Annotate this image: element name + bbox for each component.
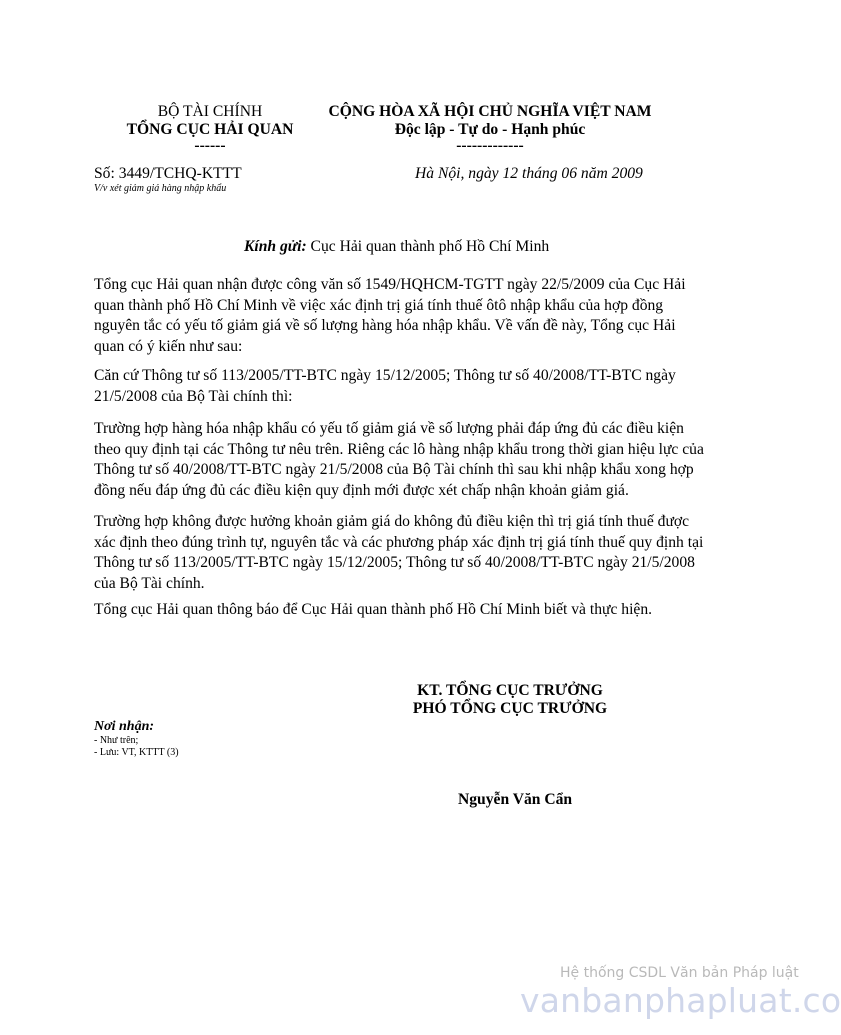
recipients-title: Nơi nhận:: [94, 719, 155, 734]
recipient-line: [244, 237, 549, 258]
recipient-item: - Lưu: VT, KTTT (3): [94, 747, 179, 758]
paragraph-discount-conditions: Trường hợp hàng hóa nhập khẩu có yếu tố giảm giá về số lượng phải đáp ứng đủ các điều kiện theo quy định tại các Thông tư nêu trên. Riêng các lô hàng nhập khẩu trong thời gian hiệu lực của Thông tư số 40/2008/TT-BTC ngày 21/5/2008 của Bộ Tài chính thì sau khi nhập khẩu xong hợp đồng nếu đáp ứng đủ các điều kiện quy định mới được xét chấp nhận khoản giảm giá.: [94, 420, 704, 499]
signature-line-1: KT. TỔNG CỤC TRƯỞNG: [417, 682, 603, 699]
doc-number: Số: 3449/TCHQ-KTTT: [94, 165, 242, 182]
ministry-name: BỘ TÀI CHÍNH: [157, 103, 263, 120]
signer-name: Nguyễn Văn Cẩn: [458, 791, 573, 808]
motto-divider: -------------: [456, 137, 524, 154]
national-motto: Độc lập - Tự do - Hạnh phúc: [394, 121, 586, 138]
paragraph-legal-basis: Căn cứ Thông tư số 113/2005/TT-BTC ngày 15/12/2005; Thông tư số 40/2008/TT-BTC ngày 21/5/2008 của Bộ Tài chính thì:: [94, 367, 676, 405]
signature-line-2: PHÓ TỔNG CỤC TRƯỞNG: [412, 700, 608, 717]
doc-subject: V/v xét giảm giá hàng nhập khẩu: [94, 183, 227, 194]
recipient-item: - Như trên;: [94, 735, 139, 746]
watermark-line-1: Hệ thống CSDL Văn bản Pháp luật: [560, 965, 799, 981]
national-header: [300, 103, 680, 152]
country-name: CỘNG HÒA XÃ HỘI CHỦ NGHĨA VIỆT NAM: [328, 103, 652, 120]
signature-title: [380, 682, 640, 718]
paragraph-closing: Tổng cục Hải quan thông báo để Cục Hải quan thành phố Hồ Chí Minh biết và thực hiện.: [94, 601, 653, 618]
recipient-label: Kính gửi:: [244, 238, 307, 255]
paragraph-intro: Tổng cục Hải quan nhận được công văn số 1549/HQHCM-TGTT ngày 22/5/2009 của Cục Hải quan thành phố Hồ Chí Minh về việc xác định trị giá tính thuế ôtô nhập khẩu của hợp đồng nguyên tắc có yếu tố giảm giá về số lượng hàng hóa nhập khẩu. Về vấn đề này, Tổng cục Hải quan có ý kiến như sau:: [94, 276, 686, 355]
issuer-divider: ------: [194, 137, 226, 154]
recipients-block: [94, 719, 179, 759]
recipient-name: Cục Hải quan thành phố Hồ Chí Minh: [306, 238, 550, 255]
date-line: Hà Nội, ngày 12 tháng 06 năm 2009: [415, 165, 643, 182]
department-name: TỔNG CỤC HẢI QUAN: [126, 121, 294, 138]
watermark-line-2: vanbanphapluat.co: [520, 981, 841, 1020]
paragraph-no-discount: Trường hợp không được hưởng khoản giảm giá do không đủ điều kiện thì trị giá tính thuế được xác định theo đúng trình tự, nguyên tắc và các phương pháp xác định trị giá tính thuế quy định tại Thông tư số 113/2005/TT-BTC ngày 15/12/2005; Thông tư số 40/2008/TT-BTC ngày 21/5/2008 của Bộ Tài chính.: [94, 513, 704, 592]
